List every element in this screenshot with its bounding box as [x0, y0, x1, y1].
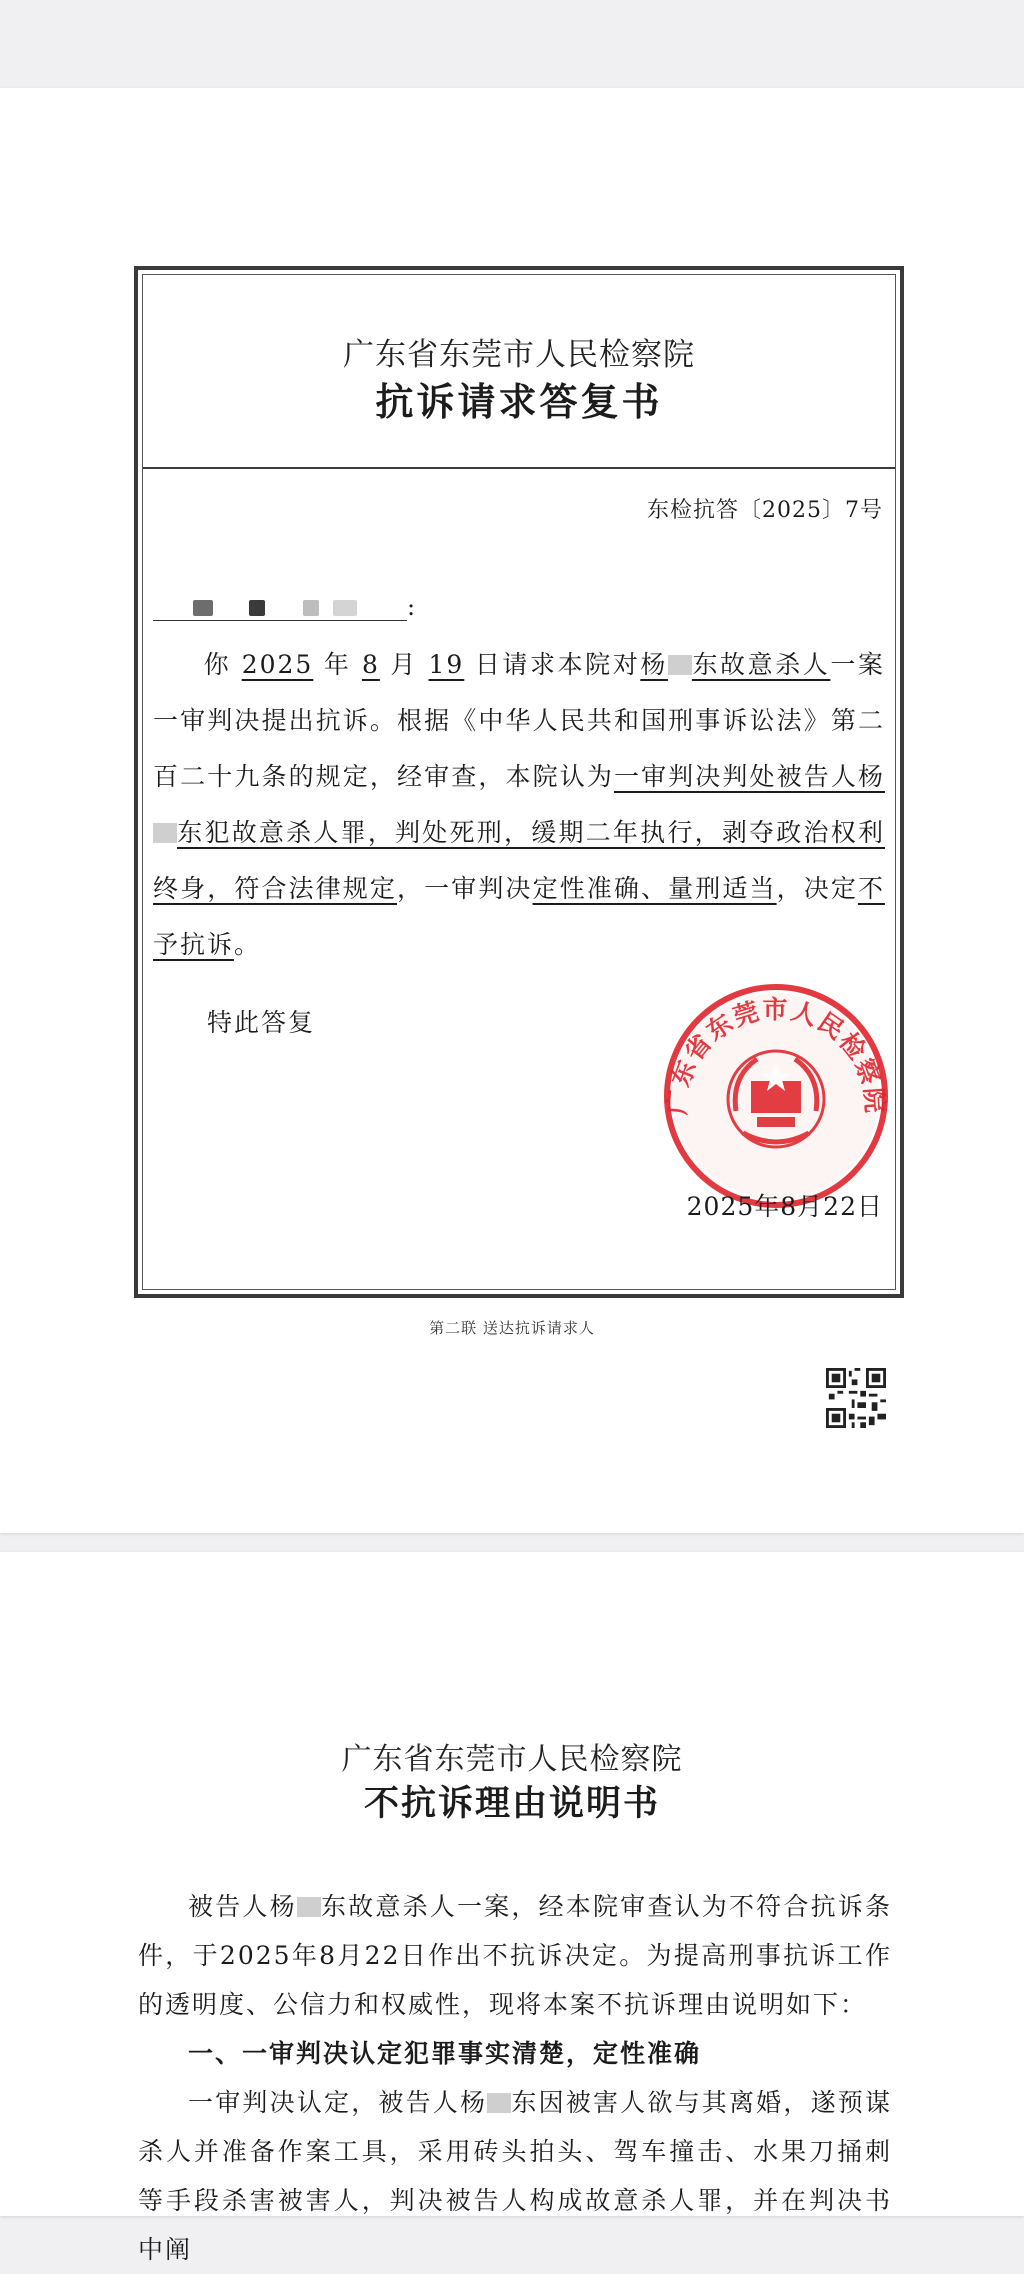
redaction-block	[297, 1897, 321, 1917]
review-assessment: 定性准确、量刑适当	[532, 874, 777, 903]
request-month: 8	[361, 650, 380, 679]
request-day: 19	[428, 650, 465, 679]
intro-paragraph: 被告人杨 东故意杀人一案，经本院审查认为不符合抗诉条件，于2025年8月22日作出不抗诉决定。为提高刑事抗诉工作的透明度、公信力和权威性，现将本案不抗诉理由说明如下：	[138, 1892, 892, 2019]
addressee-colon: :	[407, 593, 416, 621]
qr-code	[826, 1368, 886, 1428]
header-divider	[143, 467, 895, 469]
document-title: 抗诉请求答复书	[375, 380, 663, 424]
redaction-block	[249, 600, 265, 616]
signing-date: 2025年8月22日	[686, 1192, 883, 1221]
explanation-page	[0, 1552, 1024, 2264]
request-year: 2025	[241, 650, 314, 679]
section-paragraph: 一审判决认定，被告人杨 东因被害人欲与其离婚，遂预谋杀人并准备作案工具，采用砖头拍头、驾车撞击、水果刀捅刺等手段杀害被害人，判决被告人构成故意杀人罪，并在判决书中阐	[138, 2088, 892, 2264]
redaction-block	[668, 655, 692, 675]
explanation-body	[138, 1882, 892, 2274]
redaction-block	[303, 600, 319, 616]
issuing-agency: 广东省东莞市人民检察院	[343, 337, 695, 373]
decision: 不予抗诉	[153, 874, 885, 959]
redaction-block	[333, 600, 357, 616]
redaction-block	[153, 823, 177, 843]
reply-body-text: 你 2025 年 8 月 19 日请求本院对杨 东故意杀人一案一审判决提出抗诉。根据《中华人民共和国刑事诉讼法》第二百二十九条的规定，经审查，本院认为一审判决判处被告人杨东犯故意杀人罪，判处死刑，缓期二年执行，剥夺政治权利终身，符合法律规定，一审判决定性准确、量刑适当，决定不予抗诉。	[153, 650, 885, 959]
redaction-block	[487, 2093, 511, 2113]
case-name: 杨 东故意杀人	[640, 650, 831, 679]
reply-form-frame	[134, 266, 904, 1298]
issuing-agency: 广东省东莞市人民检察院	[341, 1742, 683, 1777]
document-number: 东检抗答〔2025〕7号	[647, 498, 883, 523]
copy-designation: 第二联 送达抗诉请求人	[429, 1319, 595, 1337]
document-title: 不抗诉理由说明书	[363, 1784, 660, 1824]
seal-lettering: 广东省东莞市人民检察院	[662, 994, 890, 1116]
official-seal	[661, 981, 891, 1211]
reply-form-inner-border	[142, 274, 896, 1290]
review-finding: 一审判决判处被告人杨东犯故意杀人罪，判处死刑，缓期二年执行，剥夺政治权利终身，符合法律规定	[153, 762, 885, 903]
closing-phrase: 特此答复	[207, 1008, 316, 1037]
redaction-block	[193, 600, 213, 616]
redacted-addressee-name	[153, 591, 407, 621]
section-heading: 一、一审判决认定犯罪事实清楚，定性准确	[188, 2039, 702, 2068]
addressee-line	[153, 591, 415, 621]
reply-letter-page	[0, 88, 1024, 1533]
